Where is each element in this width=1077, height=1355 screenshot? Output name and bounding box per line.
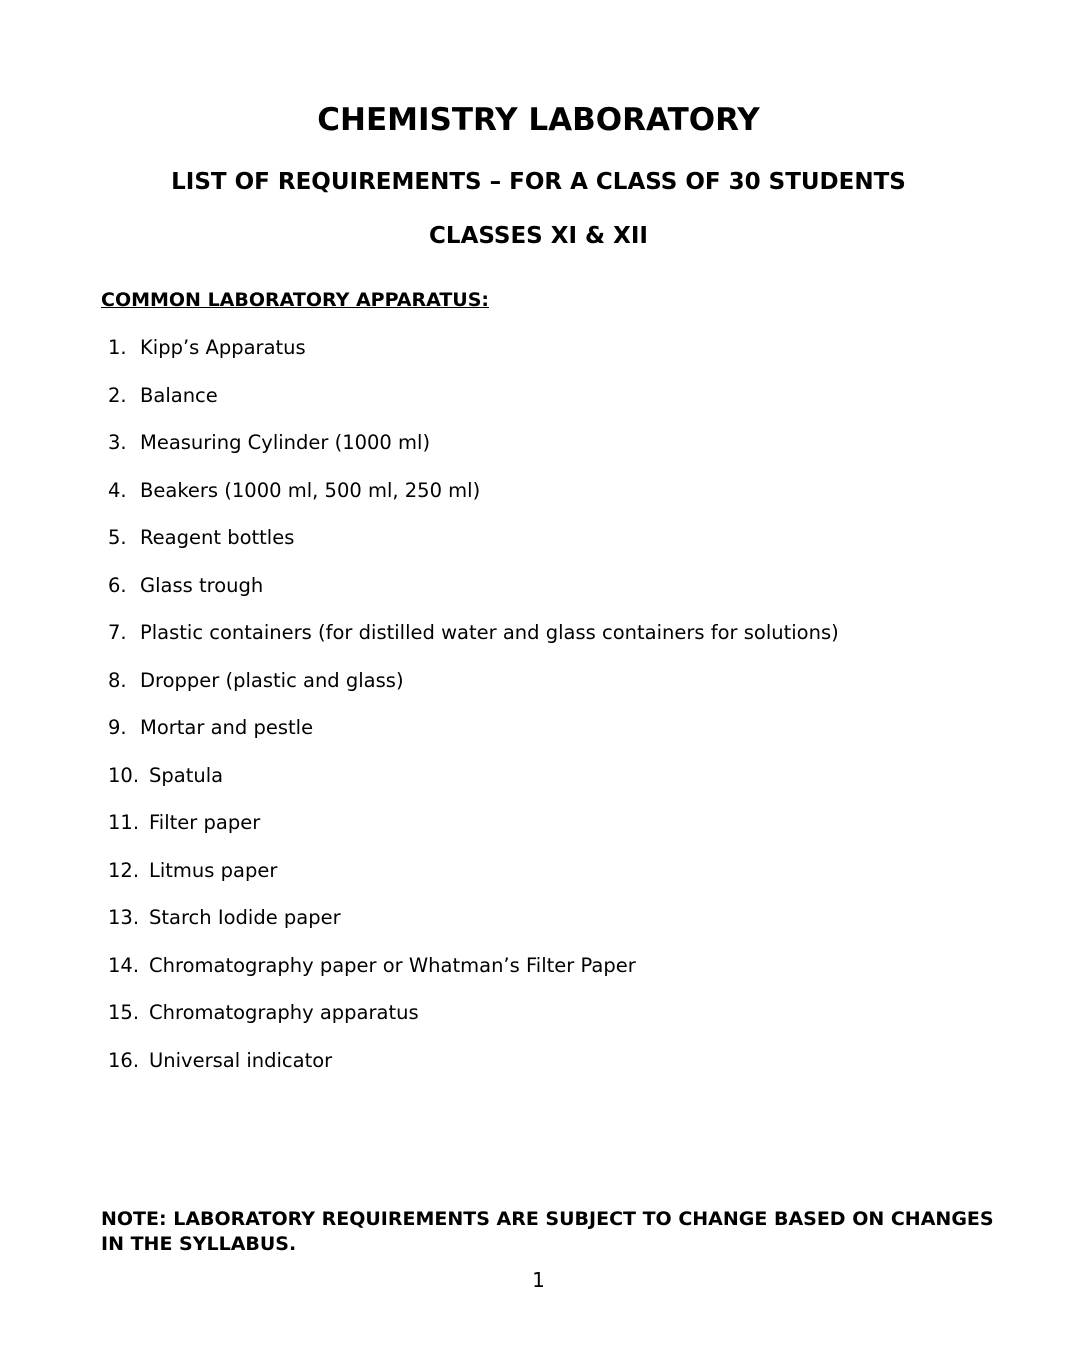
list-item-text: Dropper (plastic and glass) [140,668,404,692]
list-item [108,1045,839,1093]
list-item-number: 12. [108,858,140,882]
list-item-text: Glass trough [140,573,264,597]
list-item-number: 10. [108,763,140,787]
list-item-text: Kipp’s Apparatus [140,336,306,359]
list-item-number: 3. [108,431,127,454]
list-item-text: Mortar and pestle [140,716,314,739]
list-item-number: 7. [108,621,127,644]
list-item-number: 15. [108,1001,140,1024]
document-subtitle: LIST OF REQUIREMENTS – FOR A CLASS OF 30 STUDENTS [171,169,906,195]
list-item [108,902,839,950]
list-item-text: Measuring Cylinder (1000 ml) [140,431,431,454]
list-item [108,617,839,665]
list-item-text: Chromatography apparatus [149,1001,419,1024]
list-item [108,475,839,523]
list-item-text: Universal indicator [149,1048,333,1072]
list-item [108,807,839,855]
list-item-text: Starch Iodide paper [149,906,341,929]
list-item-text: Litmus paper [149,858,278,882]
list-item [108,997,839,1045]
apparatus-list [108,332,839,1092]
list-item [108,855,839,903]
list-item-text: Chromatography paper or Whatman’s Filter Paper [149,953,636,977]
page-number: 1 [532,1268,545,1292]
list-item-number: 11. [108,811,140,834]
list-item [108,522,839,570]
list-item-number: 8. [108,668,127,692]
list-item-number: 16. [108,1048,140,1072]
list-item-text: Reagent bottles [140,526,295,549]
document-title: CHEMISTRY LABORATORY [317,102,760,138]
list-item-text: Plastic containers (for distilled water and glass containers for solutions) [140,621,839,644]
list-item [108,427,839,475]
classes-heading: CLASSES XI & XII [429,223,648,249]
list-item [108,760,839,808]
list-item-number: 9. [108,716,127,739]
list-item-text: Filter paper [149,811,261,834]
list-item-text: Spatula [149,763,224,787]
syllabus-note: NOTE: LABORATORY REQUIREMENTS ARE SUBJECT TO CHANGE BASED ON CHANGES IN THE SYLLABUS. [101,1208,994,1255]
list-item-number: 2. [108,383,127,407]
list-item [108,380,839,428]
list-item [108,950,839,998]
list-item-text: Beakers (1000 ml, 500 ml, 250 ml) [140,478,481,502]
list-item [108,665,839,713]
list-item-number: 14. [108,953,140,977]
list-item-number: 13. [108,906,140,929]
section-heading: COMMON LABORATORY APPARATUS: [101,289,490,311]
list-item-number: 6. [108,573,127,597]
list-item-number: 1. [108,336,127,359]
list-item [108,570,839,618]
list-item [108,332,839,380]
list-item [108,712,839,760]
list-item-number: 5. [108,526,127,549]
list-item-text: Balance [140,383,218,407]
list-item-number: 4. [108,478,127,502]
